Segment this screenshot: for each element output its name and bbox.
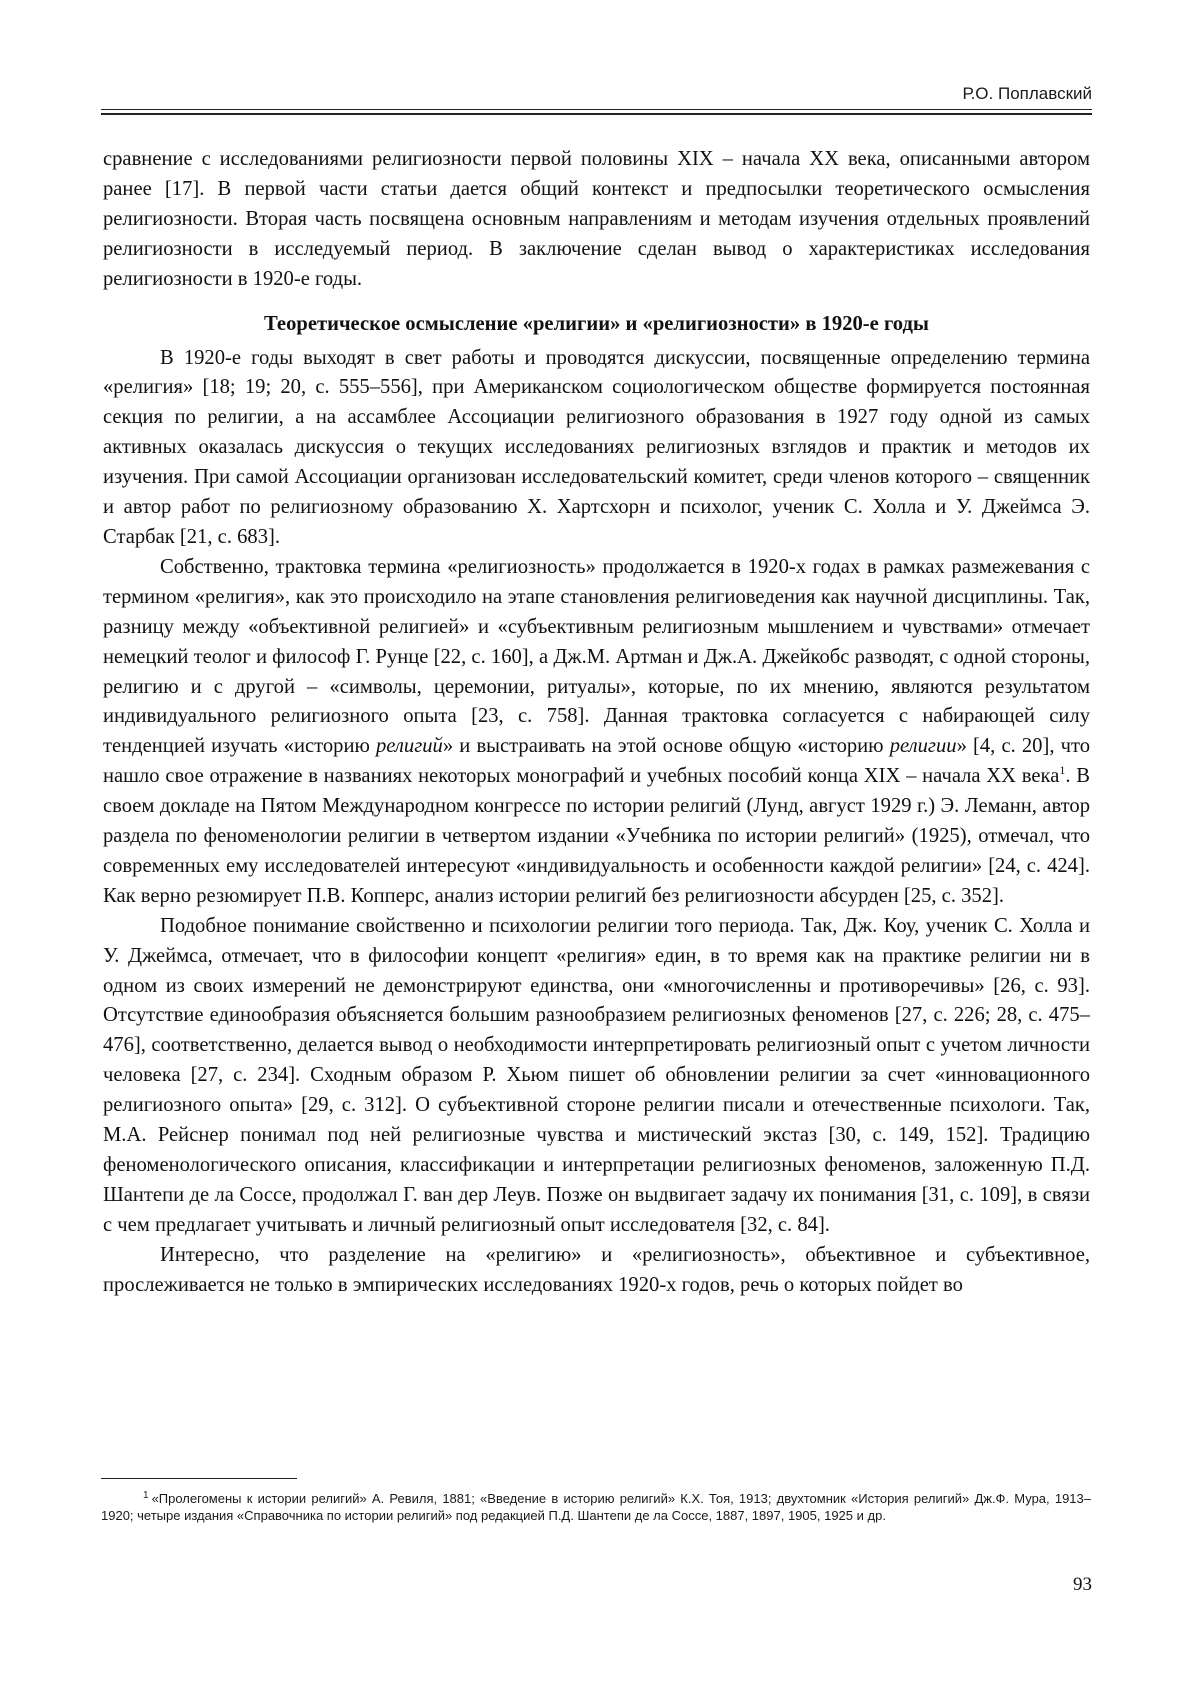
footnote-reference: 1 <box>1059 763 1066 778</box>
footnote <box>101 1490 1091 1524</box>
paragraph-2-part-a: Собственно, трактовка термина «религиозность» продолжается в 1920-х годах в рамках размежевания с термином «религия», как это происходило на этапе становления религиоведения как научной дисциплины. Так, разницу между «объективной религией» и «субъективным религиозным мышлением и чувствами» отмечает немецкий теолог и философ Г. Рунце [22, с. 160], а Дж.М. Артман и Дж.А. Джейкобс разводят, с одной стороны, религию и с другой – «символы, церемонии, ритуалы», которые, по их мнению, являются результатом индивидуального религиозного опыта [23, с. 758]. Данная трактовка согласуется с набирающей силу тенденцией изучать «историю <box>103 555 1090 758</box>
paragraph-2-part-c: » [4, с. 20], что нашло свое отражение в названиях некоторых монографий и учебных пособий конца XIX – начала XX века <box>103 735 1090 788</box>
article-body <box>103 145 1090 1301</box>
italic-term-religion: религии <box>889 735 957 758</box>
page-number: 93 <box>1073 1574 1092 1595</box>
paragraph-4: Интересно, что разделение на «религию» и «религиозность», объективное и субъективное, прослеживается не только в эмпирических исследованиях 1920-х годов, речь о которых пойдет во <box>103 1243 1090 1296</box>
paragraph-1: В 1920-е годы выходят в свет работы и проводятся дискуссии, посвященные определению термина «религия» [18; 19; 20, с. 555–556], при Американском социологическом обществе формируется постоянная секция по религии, а на ассамблее Ассоциации религиозного образования в 1927 году одной из самых активных оказалась дискуссия о текущих исследованиях религиозных взглядов и практик и методов их изучения. При самой Ассоциации организован исследовательский комитет, среди членов которого – священник и автор работ по религиозному образованию Х. Хартсхорн и психолог, ученик С. Холла и У. Джеймса Э. Старбак [21, с. 683]. <box>103 346 1090 548</box>
italic-term-religions: религий <box>376 735 443 758</box>
paragraph-2-part-b: » и выстраивать на этой основе общую «историю <box>442 735 890 758</box>
footnote-separator <box>101 1478 297 1479</box>
running-header-author: Р.О. Поплавский <box>962 84 1092 103</box>
section-heading: Теоретическое осмысление «религии» и «религиозности» в 1920-е годы <box>263 312 929 335</box>
header-rule-thin <box>101 109 1092 110</box>
paragraph-2-part-d: . В своем докладе на Пятом Международном конгрессе по истории религий (Лунд, август 1929 г.) Э. Леманн, автор раздела по феноменологии религии в четвертом издании «Учебника по истории религий» (1925), отмечал, что современных ему исследователей интересуют «индивидуальность и особенности каждой религии» [24, с. 424]. Как верно резюмирует П.В. Копперс, анализ истории религий без религиозности абсурден [25, с. 352]. <box>103 765 1090 907</box>
header-rule-thick <box>101 113 1092 115</box>
paragraph-2 <box>103 553 1090 912</box>
paragraph-3: Подобное понимание свойственно и психологии религии того периода. Так, Дж. Коу, ученик С. Холла и У. Джеймса, отмечает, что в философии концепт «религия» един, в то время как на практике религии ни в одном из своих измерений не демонстрируют единства, они «многочисленны и противоречивы» [26, с. 93]. Отсутствие единообразия объясняется большим разнообразием религиозных феноменов [27, с. 226; 28, с. 475–476], соответственно, делается вывод о необходимости интерпретировать религиозный опыт с учетом личности человека [27, с. 234]. Сходным образом Р. Хьюм пишет об обновлении религии за счет «инновационного религиозного опыта» [29, с. 312]. О субъективной стороне религии писали и отечественные психологи. Так, М.А. Рейснер понимал под ней религиозные чувства и мистический экстаз [30, с. 149, 152]. Традицию феноменологического описания, классификации и интерпретации религиозных феноменов, заложенную П.Д. Шантепи де ла Соссе, продолжал Г. ван дер Леув. Позже он выдвигает задачу их понимания [31, с. 109], в связи с чем предлагает учитывать и личный религиозный опыт исследователя [32, с. 84]. <box>103 914 1090 1236</box>
intro-paragraph: сравнение с исследованиями религиозности первой половины XIX – начала XX века, описанными автором ранее [17]. В первой части статьи дается общий контекст и предпосылки теоретического осмысления религиозности. Вторая часть посвящена основным направлениям и методам изучения отдельных проявлений религиозности в исследуемый период. В заключение сделан вывод о характеристиках исследования религиозности в 1920-е годы. <box>103 148 1090 290</box>
footnote-mark: 1 <box>143 1489 149 1501</box>
footnote-text: «Пролегомены к истории религий» А. Ревиля, 1881; «Введение в историю религий» К.Х. Тоя, 1913; двухтомник «История религий» Дж.Ф. Мура, 1913–1920; четыре издания «Справочника по истории религий» под редакцией П.Д. Шантепи де ла Соссе, 1887, 1897, 1905, 1925 и др. <box>101 1491 1091 1523</box>
